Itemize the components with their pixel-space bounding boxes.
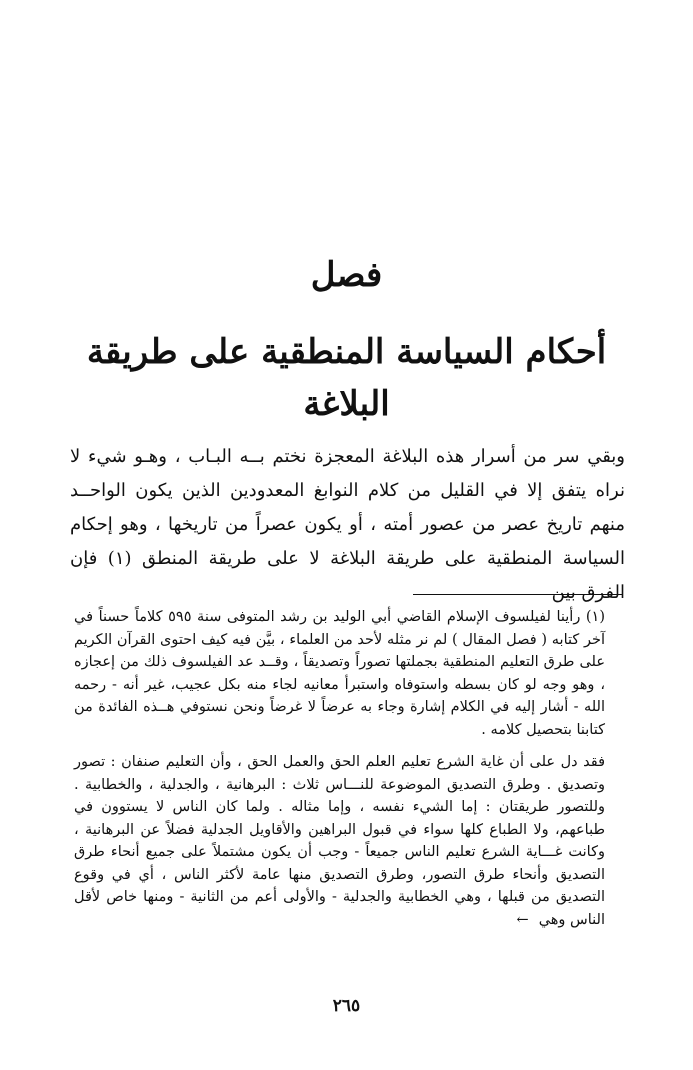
section-title: أحكام السياسة المنطقية على طريقة البلاغة xyxy=(86,332,607,424)
footnote-separator xyxy=(413,594,623,595)
footnote-paragraph-2 xyxy=(74,751,623,931)
main-text xyxy=(70,440,625,610)
continuation-arrow-icon: ← xyxy=(516,911,529,928)
footnote-paragraph-1: (١) رأينا لفيلسوف الإسلام القاضي أبي الوليد بن رشد المتوفى سنة ٥٩٥ كلاماً حسناً في آخر كتابه ( فصل المقال ) لم نر مثله لأحد من العلماء ، بيَّن فيه كيف احتوى القرآن الكريم على طرق التعليم المنطقية بجملتها تصوراً وتصديقاً ، وقــد عد الفيلسوف ذلك من إعجازه ، وهو وجه لو كان بسطه واستوفاه واستبرأ معانيه لجاء منه بكل عجيب، غير أنه - رحمه الله - أشار إليه في الكلام إشارة وجاء به عرضاً لا غرضاً ونحن نستوفي هــذه الفائدة من كتابنا بتحصيل كلامه . xyxy=(74,609,605,738)
footnote-block xyxy=(74,606,623,931)
chapter-heading: فصل xyxy=(310,255,383,295)
footnote-paragraph-2-text: فقد دل على أن غاية الشرع تعليم العلم الحق والعمل الحق ، وأن التعليم صنفان : تصور وتصديق . وطرق التصديق الموضوعة للنـــاس ثلاث : البرهانية ، والجدلية ، والخطابية . وللتصور طريقتان : إما الشيء نفسه ، وإما مثاله . ولما كان الناس لا يستوون في طباعهم، ولا الطباع كلها سواء في قبول البراهين والأقاويل الجدلية فضلاً عن البرهانية ، وكانت غـــاية الشرع تعليم الناس جميعاً - وجب أن يكون مشتملاً على جميع أنحاء طرق التصديق وأنحاء طرق التصور، وطرق التصديق منها عامة لأكثر الناس ، أي في وقوع التصديق من قبلها ، وهي الخطابية والجدلية - والأولى أعم من الثانية - ومنها خاص لأقل الناس وهي xyxy=(74,754,605,928)
page-number: ٢٦٥ xyxy=(332,996,361,1016)
body-paragraph: وبقي سر من أسرار هذه البلاغة المعجزة نختم بــه البـاب ، وهـو شيء لا نراه يتفق إلا في القليل من كلام النوابغ المعدودين الذين يكون الواحــد منهم تاريخ عصر من عصور أمته ، أو يكون عصراً من تاريخها ، وهو إحكام السياسة المنطقية على طريقة البلاغة لا على طريقة المنطق (١) فإن الفرق بين xyxy=(70,446,625,603)
